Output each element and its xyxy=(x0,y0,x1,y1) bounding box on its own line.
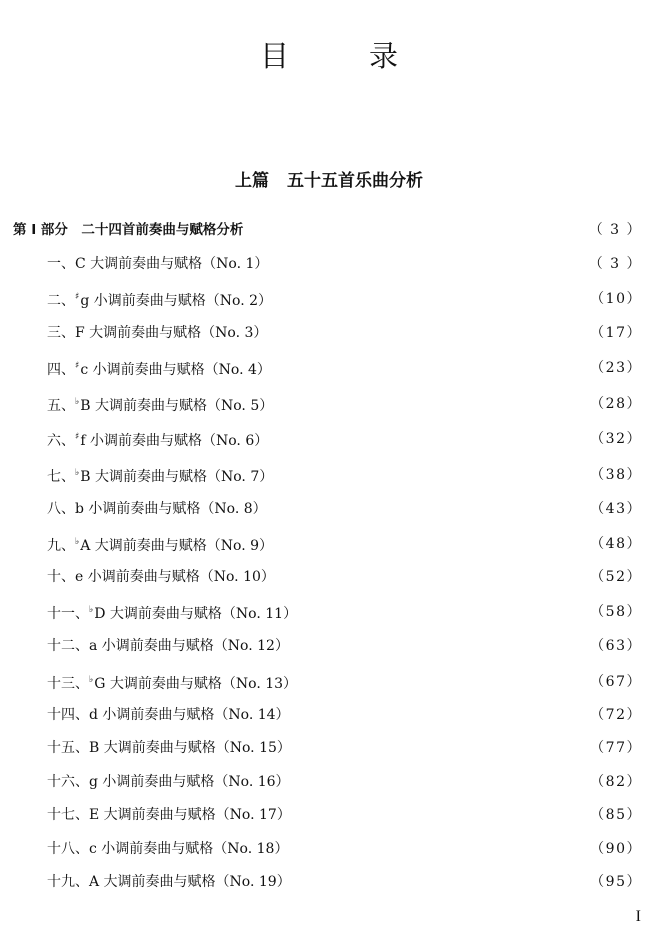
toc-entry-label xyxy=(47,425,268,453)
toc-entry-title: g 小调前奏曲与赋格（No. 16） xyxy=(89,774,290,790)
toc-entry-label xyxy=(47,321,267,345)
toc-entry[interactable] xyxy=(0,634,658,658)
toc-entry[interactable] xyxy=(0,427,658,451)
toc-entry[interactable] xyxy=(0,565,658,589)
toc-entry[interactable] xyxy=(0,356,658,380)
toc-entry-label xyxy=(47,668,297,696)
toc-entry-title: e 小调前奏曲与赋格（No. 10） xyxy=(75,569,275,585)
toc-entry[interactable] xyxy=(0,837,658,861)
toc-entry[interactable] xyxy=(0,870,658,894)
toc-page-number: （90） xyxy=(590,841,642,857)
leader-dots xyxy=(278,427,580,451)
leader-dots xyxy=(301,803,580,827)
toc-entry-index: 十三、 xyxy=(47,676,89,692)
toc-entry-title: b 小调前奏曲与赋格（No. 8） xyxy=(75,501,267,517)
toc-entry-label xyxy=(47,837,288,861)
toc-entry-label xyxy=(47,285,272,313)
toc-page-number: （58） xyxy=(590,604,642,620)
toc-entry-label xyxy=(47,530,273,558)
leader-dots xyxy=(301,736,580,760)
toc-page-number: （72） xyxy=(590,707,642,723)
toc-entry[interactable] xyxy=(0,497,658,521)
toc-entry[interactable] xyxy=(0,703,658,727)
toc-entry-label xyxy=(47,565,275,589)
leader-dots xyxy=(278,252,578,276)
toc-entry[interactable] xyxy=(0,392,658,416)
leader-dots xyxy=(283,463,580,487)
toc-entry-title: D 大调前奏曲与赋格（No. 11） xyxy=(94,606,298,622)
toc-entry-title: B 大调前奏曲与赋格（No. 7） xyxy=(80,469,274,485)
folio: I xyxy=(635,908,641,925)
toc-entry[interactable] xyxy=(0,463,658,487)
accidental-mark: ♯ xyxy=(75,292,80,302)
leader-dots xyxy=(300,703,581,727)
toc-entry-index: 一、 xyxy=(47,256,75,272)
leader-dots xyxy=(298,837,580,861)
accidental-mark: ♭ xyxy=(75,468,80,478)
toc-entry-label xyxy=(47,770,290,794)
toc-entry-index: 七、 xyxy=(47,469,75,485)
toc-entry-index: 五、 xyxy=(47,398,75,414)
toc-entry-index: 十五、 xyxy=(47,740,89,756)
toc-entry-title: a 小调前奏曲与赋格（No. 12） xyxy=(89,638,289,654)
toc-entry[interactable] xyxy=(0,803,658,827)
toc-entry-title: d 小调前奏曲与赋格（No. 14） xyxy=(89,707,290,723)
toc-entry-index: 九、 xyxy=(47,538,75,554)
toc-entry-index: 十二、 xyxy=(47,638,89,654)
toc-entry-label xyxy=(47,870,291,894)
leader-dots xyxy=(253,218,578,242)
toc-entry-index: 十七、 xyxy=(47,807,89,823)
toc-entry[interactable] xyxy=(0,736,658,760)
leader-dots xyxy=(300,770,581,794)
toc-entry-title: B 大调前奏曲与赋格（No. 5） xyxy=(80,398,274,414)
toc-entry-title: c 小调前奏曲与赋格（No. 4） xyxy=(80,362,271,378)
toc-entry-index: 八、 xyxy=(47,501,75,517)
section-label: 上篇 xyxy=(235,171,269,191)
leader-dots xyxy=(277,497,581,521)
toc-page-number: （10） xyxy=(590,291,642,307)
toc-page-number: （85） xyxy=(590,807,642,823)
toc-page-number: （ 3 ） xyxy=(588,222,642,238)
toc-entry-title: A 大调前奏曲与赋格（No. 19） xyxy=(89,874,291,890)
accidental-mark: ♯ xyxy=(75,361,80,371)
leader-dots xyxy=(283,392,580,416)
toc-page-number: （ 3 ） xyxy=(588,256,642,272)
toc-entry-title: c 小调前奏曲与赋格（No. 18） xyxy=(89,841,289,857)
toc-entry-label xyxy=(47,736,291,760)
leader-dots xyxy=(285,565,580,589)
toc-entry-index: 十一、 xyxy=(47,606,89,622)
toc-entry-label xyxy=(47,598,297,626)
toc-page-number: （48） xyxy=(590,536,642,552)
accidental-mark: ♯ xyxy=(75,432,80,442)
toc-entry-index: 六、 xyxy=(47,433,75,449)
toc-entry-index: 三、 xyxy=(47,325,75,341)
toc-entry-index: 十六、 xyxy=(47,774,89,790)
toc-page-number: （32） xyxy=(590,431,642,447)
toc-page-number: （95） xyxy=(590,874,642,890)
toc-entry-label xyxy=(47,703,290,727)
toc-entry-label xyxy=(47,634,289,658)
toc-entry-title: E 大调前奏曲与赋格（No. 17） xyxy=(89,807,291,823)
toc-page-number: （63） xyxy=(590,638,642,654)
toc-entry-index: 四、 xyxy=(47,362,75,378)
toc-page-number: （43） xyxy=(590,501,642,517)
toc-entry-index: 十八、 xyxy=(47,841,89,857)
toc-entry[interactable] xyxy=(0,321,658,345)
toc-entry-title: C 大调前奏曲与赋格（No. 1） xyxy=(75,256,269,272)
toc-entry-label xyxy=(47,497,267,521)
toc-entry-index: 十九、 xyxy=(47,874,89,890)
section-text: 五十五首乐曲分析 xyxy=(287,171,423,191)
toc-entry-label xyxy=(47,461,273,489)
page-title-char-2: 录 xyxy=(369,39,399,73)
toc-entry-title: A 大调前奏曲与赋格（No. 9） xyxy=(80,538,274,554)
toc-entry-title: g 小调前奏曲与赋格（No. 2） xyxy=(80,293,273,309)
toc-entry-label xyxy=(47,803,291,827)
leader-dots xyxy=(307,670,580,694)
leader-dots xyxy=(301,870,580,894)
toc-entry-label xyxy=(47,252,268,276)
accidental-mark: ♭ xyxy=(75,397,80,407)
toc-page-number: （67） xyxy=(590,674,642,690)
leader-dots xyxy=(277,321,580,345)
toc-page-number: （82） xyxy=(590,774,642,790)
toc-entry-index: 十四、 xyxy=(47,707,89,723)
accidental-mark: ♭ xyxy=(89,675,94,685)
toc-page-number: （28） xyxy=(590,396,642,412)
toc-part-label: 第 I 部分 二十四首前奏曲与赋格分析 xyxy=(13,222,244,238)
accidental-mark: ♭ xyxy=(75,537,80,547)
toc-entry-label xyxy=(47,354,271,382)
toc-entry-index: 十、 xyxy=(47,569,75,585)
toc-entry-title: F 大调前奏曲与赋格（No. 3） xyxy=(75,325,268,341)
toc-entry-title: f 小调前奏曲与赋格（No. 6） xyxy=(80,433,269,449)
toc-entry[interactable] xyxy=(0,252,658,276)
leader-dots xyxy=(281,356,580,380)
toc-page-number: （17） xyxy=(590,325,642,341)
accidental-mark: ♭ xyxy=(89,605,94,615)
toc-page-number: （23） xyxy=(590,360,642,376)
leader-dots xyxy=(307,600,580,624)
leader-dots xyxy=(283,532,580,556)
toc-page-number: （38） xyxy=(590,467,642,483)
toc-entry[interactable] xyxy=(0,670,658,694)
toc-entry[interactable] xyxy=(0,532,658,556)
toc-entry[interactable] xyxy=(0,770,658,794)
toc-part-1[interactable] xyxy=(0,218,658,242)
toc-entry-label xyxy=(47,390,273,418)
toc-entry-title: B 大调前奏曲与赋格（No. 15） xyxy=(89,740,291,756)
leader-dots xyxy=(282,287,580,311)
page-title-char-1: 目 xyxy=(259,39,289,73)
toc-entry[interactable] xyxy=(0,600,658,624)
toc-entry-title: G 大调前奏曲与赋格（No. 13） xyxy=(94,676,298,692)
toc-page-number: （52） xyxy=(590,569,642,585)
toc-entry-index: 二、 xyxy=(47,293,75,309)
toc-page-number: （77） xyxy=(590,740,642,756)
leader-dots xyxy=(299,634,580,658)
toc-entry[interactable] xyxy=(0,287,658,311)
